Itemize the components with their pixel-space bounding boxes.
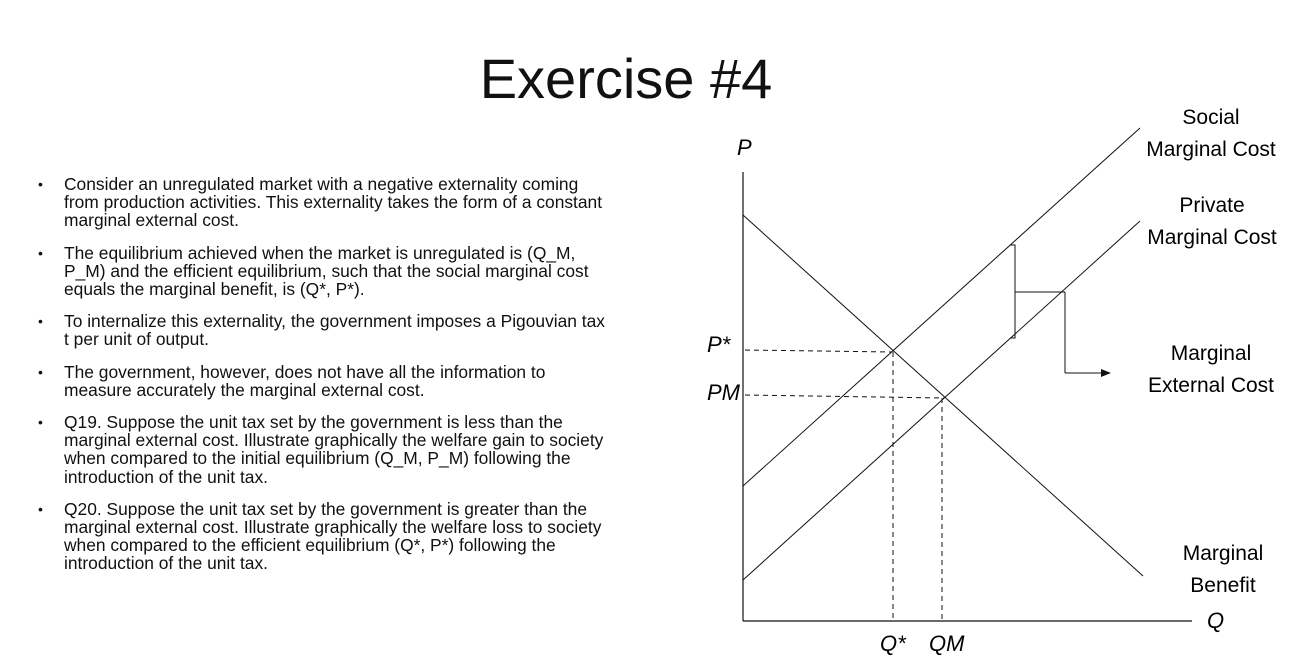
slide-title: Exercise #4 <box>479 47 773 110</box>
bullet-text: The government, however, does not have all the information to measure accurately the marginal external cost. <box>64 361 546 400</box>
bullet-text: To internalize this externality, the government imposes a Pigouvian tax t per unit of output. <box>64 311 606 350</box>
bullet-dot: • <box>38 363 43 380</box>
bullet-text: Q20. Suppose the unit tax set by the government is greater than the marginal external cost. Illustrate graphically the welfare loss to society when compared to the efficient equilibrium (Q*, P*) following the introduction of the unit tax. <box>64 498 602 574</box>
social-marginal-cost-curve <box>743 128 1140 486</box>
p-star-label <box>707 332 732 357</box>
mec-bracket <box>1010 245 1015 338</box>
bullet-dot: • <box>38 414 43 431</box>
mec-label-line1: Marginal <box>1170 342 1252 365</box>
private-mc-label-line2: Marginal Cost <box>1147 226 1277 249</box>
mb-label-line1: Marginal <box>1182 542 1264 565</box>
social-mc-label-line2: Marginal Cost <box>1146 138 1276 161</box>
mb-label-line2: Benefit <box>1190 574 1256 597</box>
private-mc-label-line1: Private <box>1179 194 1245 217</box>
bullet-dot: • <box>38 244 43 261</box>
p-star-text: P* <box>707 332 731 357</box>
q-m-label <box>929 631 965 656</box>
x-axis-label: Q <box>1207 608 1225 633</box>
bullet-text: The equilibrium achieved when the market is unregulated is (Q_M, P_M) and the efficient equilibrium, such that the social marginal cost equals the marginal benefit, is (Q*, P*). <box>64 242 589 300</box>
y-axis-label: P <box>737 135 752 160</box>
bullet-dot: • <box>38 500 43 517</box>
q-star-text: Q* <box>880 631 906 656</box>
q-m-text: QM <box>929 631 965 656</box>
bullet-dot: • <box>38 176 43 192</box>
p-star-guide <box>745 350 892 352</box>
p-m-guide <box>745 395 944 398</box>
p-m-text: PM <box>707 380 740 405</box>
mec-label-line2: External Cost <box>1147 374 1275 397</box>
bullet-text: Consider an unregulated market with a negative externality coming from production activities. This externality takes the form of a constant marginal external cost. <box>64 174 603 231</box>
bullet-dot: • <box>38 313 43 330</box>
p-m-label <box>707 380 741 405</box>
bullet-text: Q19. Suppose the unit tax set by the government is less than the marginal external cost. Illustrate graphically the welfare gain to society when compared to the initial equilibrium (Q_M, P_M) following the introduction of the unit tax. <box>64 412 604 487</box>
social-mc-label-line1: Social <box>1182 106 1240 129</box>
q-star-label <box>880 631 907 656</box>
